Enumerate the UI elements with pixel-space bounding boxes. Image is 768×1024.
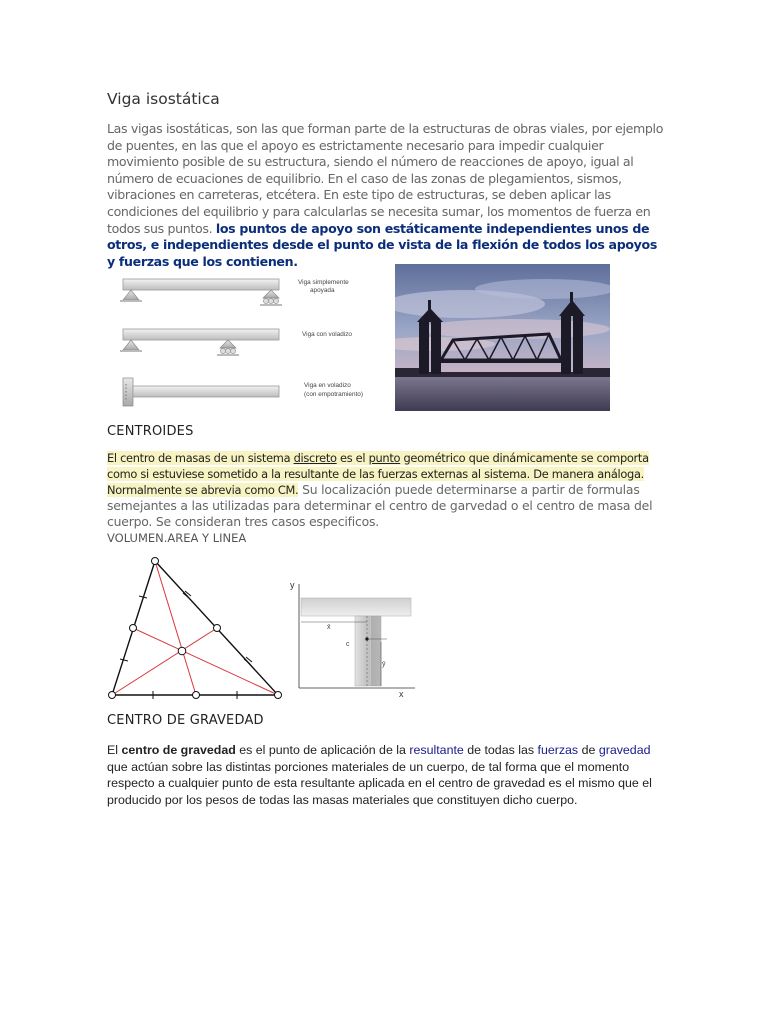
beam-label-2: Viga con voladizo xyxy=(302,331,352,338)
grav-text-1: El xyxy=(107,743,122,757)
grav-text-2: es el punto de aplicación de la xyxy=(235,743,410,757)
beam-label-1a: Viga simplemente xyxy=(298,279,349,286)
wall-fixed-support xyxy=(123,378,133,406)
c-label: c xyxy=(346,641,350,648)
roller-support-2 xyxy=(220,340,236,348)
intro-bold-text: los puntos de apoyo son estáticamente independientes unos de otros, e independientes desde el punto de vista de la flexión de todos los apoyos y fuerzas que los contienen. xyxy=(107,220,657,269)
hl-text-3: geométrico que dinámicamente se comporta como si estuviese sometido a la resultante de las fuerzas externas al sistema. De manera análoga. Normalmente se abrevia como CM. xyxy=(107,451,649,497)
t-section-figure xyxy=(287,556,427,702)
beam-2 xyxy=(123,329,279,340)
grav-bold-term: centro de gravedad xyxy=(121,743,236,757)
page-title: Viga isostática xyxy=(107,90,220,108)
gravedad-heading: CENTRO DE GRAVEDAD xyxy=(107,713,264,728)
triangle-centroid-figure xyxy=(107,556,287,701)
centroides-rest: Su localización puede determinarse a partir de formulas semejantes a las utilizadas para determinar el centro de garvedad o el centro de masa del cuerpo. Se consideran tres casos especificos. xyxy=(107,482,653,529)
hl-text-2: es el xyxy=(336,451,369,465)
grav-text-5: que actúan sobre las distintas porciones materiales de un cuerpo, de tal forma que el momento respecto a cualquier punto de esta resultante aplicada en el centro de gravedad es el mismo que el producido por los pesos de todas las masas materiales que constituyen dicho cuerpo. xyxy=(107,759,652,807)
beam-label-1b: apoyada xyxy=(310,287,335,294)
link-discreto[interactable]: discreto xyxy=(293,451,337,465)
ybar-label: ȳ xyxy=(382,661,386,668)
beam-1 xyxy=(123,279,279,290)
intro-paragraph xyxy=(107,121,667,270)
hl-text-1: El centro de masas de un sistema xyxy=(107,451,294,465)
roller-support-1 xyxy=(263,290,279,298)
beam-label-3b: (con empotramiento) xyxy=(304,391,363,398)
grav-text-3: de todas las xyxy=(463,743,538,757)
link-punto[interactable]: punto xyxy=(368,451,401,465)
centroides-paragraph xyxy=(107,450,663,530)
xbar-label: x̄ xyxy=(327,624,331,631)
link-gravedad[interactable]: gravedad xyxy=(598,743,651,757)
centroides-heading: CENTROIDES xyxy=(107,424,194,439)
gravedad-paragraph xyxy=(107,742,663,808)
x-axis-label: x xyxy=(399,689,404,699)
intro-text: Las vigas isostáticas, son las que forman parte de la estructuras de obras viales, por ejemplo de puentes, en las que el apoyo es estrictamente necesario para impedir cualquier movimiento posible de su estructura, siendo el número de reacciones de apoyo, igual al número de ecuaciones de equilibrio. En el caso de las zonas de plegamientos, sismos, vibraciones en carreteras, etcétera. En este tipo de estructuras, se deben aplicar las condiciones del equilibrio y para calcularlas se necesita sumar, los momentos de fuerza en todos sus puntos. xyxy=(107,121,664,236)
grav-text-4: de xyxy=(578,743,599,757)
t-flange xyxy=(301,598,411,616)
volumen-subtitle: VOLUMEN.AREA Y LINEA xyxy=(107,531,247,545)
beam-3 xyxy=(133,386,279,397)
y-axis-label: y xyxy=(290,580,295,590)
pin-support-2 xyxy=(123,340,139,350)
link-resultante[interactable]: resultante xyxy=(409,743,464,757)
pin-support-1 xyxy=(123,290,139,300)
link-fuerzas[interactable]: fuerzas xyxy=(537,743,579,757)
beam-label-3a: Viga en voladizo xyxy=(304,382,351,389)
bridge-photo xyxy=(395,264,610,411)
beam-types-figure xyxy=(115,266,385,414)
